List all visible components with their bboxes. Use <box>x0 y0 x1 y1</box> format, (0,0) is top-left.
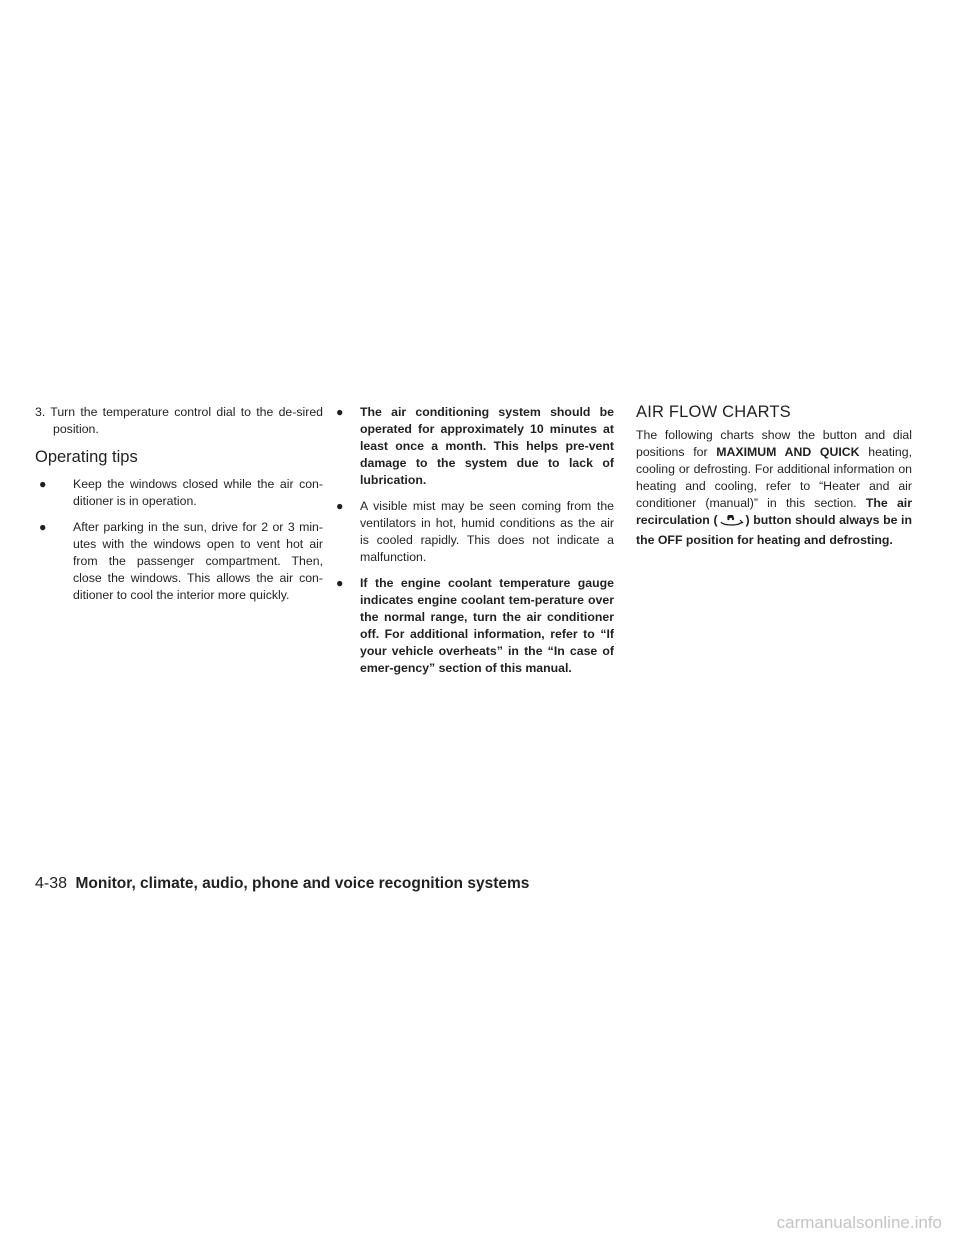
bullet-icon: ● <box>39 477 47 491</box>
list-item <box>336 498 614 566</box>
page-footer <box>35 875 529 893</box>
tip-text: After parking in the sun, drive for 2 or 3 min-utes with the windows open to vent hot air from the passenger compartment. Then, close the windows. This allows the air con-ditioner to cool the interior more quickly. <box>73 520 323 602</box>
list-item <box>35 519 323 604</box>
air-flow-paragraph <box>636 427 912 549</box>
step-3: 3. Turn the temperature control dial to the de-sired position. <box>35 405 323 436</box>
page-number: 4-38 <box>35 875 68 892</box>
tip-text: Keep the windows closed while the air con-ditioner is in operation. <box>73 477 323 508</box>
air-recirculation-icon <box>719 513 745 532</box>
paragraph-bold: The air recirculation ( <box>636 496 912 527</box>
right-column <box>636 404 912 549</box>
list-item <box>336 575 614 677</box>
list-item <box>336 404 614 489</box>
paragraph-text: heating, cooling or defrosting. For additional information on heating and cooling, refer to “Heater and air conditioner (manual)” in this section. <box>636 445 912 510</box>
watermark: carmanualsonline.info <box>776 1213 942 1232</box>
bullet-icon: ● <box>336 576 344 590</box>
paragraph-bold: MAXIMUM AND QUICK <box>716 445 860 459</box>
left-column <box>35 404 323 613</box>
section-title: Monitor, climate, audio, phone and voice recognition systems <box>75 875 530 892</box>
bullet-icon: ● <box>336 499 344 513</box>
bullet-icon: ● <box>39 520 47 534</box>
list-item <box>35 476 323 510</box>
air-flow-charts-heading: AIR FLOW CHARTS <box>636 403 791 421</box>
paragraph-text: The following charts show the button and dial positions for <box>636 428 912 459</box>
tip-text: The air conditioning system should be operated for approximately 10 minutes at least once a month. This helps pre-vent damage to the system due to lack of lubrication. <box>360 405 614 487</box>
middle-column <box>336 404 614 686</box>
paragraph-bold: ) button should always be in the OFF position for heating and defrosting. <box>636 513 912 547</box>
tip-text: If the engine coolant temperature gauge indicates engine coolant tem-perature over the normal range, turn the air conditioner off. For additional information, refer to “If your vehicle overheats” in the “In case of emer-gency” section of this manual. <box>360 576 614 675</box>
tip-text: A visible mist may be seen coming from the ventilators in hot, humid conditions as the air is cooled rapidly. This does not indicate a malfunction. <box>360 499 614 564</box>
bullet-icon: ● <box>336 405 344 419</box>
operating-tips-heading: Operating tips <box>35 448 138 466</box>
